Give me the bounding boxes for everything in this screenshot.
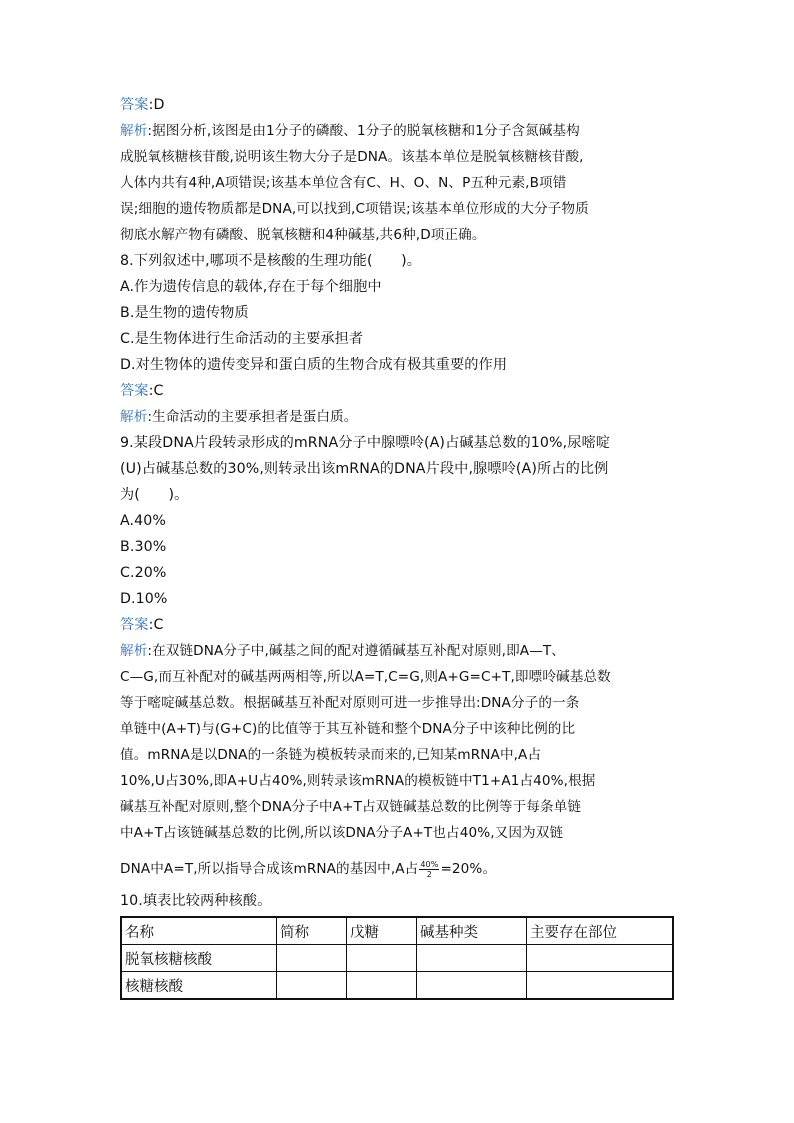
table-cell[interactable] bbox=[347, 945, 417, 972]
q8-option: B.是生物的遗传物质 bbox=[120, 305, 249, 321]
table-cell[interactable] bbox=[277, 945, 347, 972]
table-cell[interactable] bbox=[527, 945, 674, 972]
q9-analysis-line: 中A+T占该链碱基总数的比例,所以该DNA分子A+T也占40%,又因为双链 bbox=[120, 825, 564, 841]
table-header-cell: 碱基种类 bbox=[417, 917, 527, 945]
answer-label: 答案 bbox=[120, 383, 149, 399]
analysis-label: 解析 bbox=[120, 409, 148, 425]
table-cell[interactable] bbox=[277, 972, 347, 1000]
q9-stem-line: 9.某段DNA片段转录形成的mRNA分子中腺嘌呤(A)占碱基总数的10%,尿嘧啶 bbox=[120, 435, 611, 451]
table-cell[interactable] bbox=[527, 972, 674, 1000]
q7-analysis-line: 人体内共有4种,A项错误;该基本单位含有C、H、O、N、P五种元素,B项错 bbox=[120, 175, 567, 191]
q9-analysis-line: C—G,而互补配对的碱基两两相等,所以A=T,C=G,则A+G=C+T,即嘌呤碱基总数 bbox=[120, 669, 611, 685]
analysis-label: 解析 bbox=[120, 123, 148, 139]
analysis-label: 解析 bbox=[120, 643, 148, 659]
q9-analysis-line: 单链中(A+T)与(G+C)的比值等于其互补链和整个DNA分子中该种比例的比 bbox=[120, 721, 576, 737]
table-header-cell: 简称 bbox=[277, 917, 347, 945]
answer-label: 答案 bbox=[120, 97, 149, 113]
q10-stem: 10.填表比较两种核酸。 bbox=[120, 893, 272, 909]
q8-option: C.是生物体进行生命活动的主要承担者 bbox=[120, 331, 364, 347]
table-cell: 核糖核酸 bbox=[121, 972, 277, 1000]
table-cell[interactable] bbox=[347, 972, 417, 1000]
document-page bbox=[120, 92, 680, 1000]
answer-value: :C bbox=[148, 383, 164, 399]
answer-label: 答案 bbox=[120, 617, 149, 633]
nucleic-acid-table bbox=[120, 916, 674, 1000]
answer-value: :C bbox=[148, 617, 164, 633]
q9-option: B.30% bbox=[120, 539, 167, 555]
q9-stem-line: 为( )。 bbox=[120, 487, 189, 503]
q9-option: C.20% bbox=[120, 565, 167, 581]
q7-analysis-line: 误;细胞的遗传物质都是DNA,可以找到,C项错误;该基本单位形成的大分子物质 bbox=[120, 201, 589, 217]
table-header-cell: 戊糖 bbox=[347, 917, 417, 945]
q8-stem: 8.下列叙述中,哪项不是核酸的生理功能( )。 bbox=[120, 253, 422, 269]
q8-option: D.对生物体的遗传变异和蛋白质的生物合成有极其重要的作用 bbox=[120, 357, 508, 373]
table-header-cell: 主要存在部位 bbox=[527, 917, 674, 945]
q9-option: A.40% bbox=[120, 513, 166, 529]
q9-analysis-line: 10%,U占30%,即A+U占40%,则转录该mRNA的模板链中T1+A1占40%,根据 bbox=[120, 773, 596, 789]
q9-analysis-last-line: DNA中A=T,所以指导合成该mRNA的基因中,A占 $\frac{40\%}{2}$ =20%。 bbox=[120, 859, 497, 879]
q8-option: A.作为遗传信息的载体,存在于每个细胞中 bbox=[120, 279, 382, 295]
q9-analysis-line: 等于嘧啶碱基总数。根据碱基互补配对原则可进一步推导出:DNA分子的一条 bbox=[120, 695, 580, 711]
q9-analysis-line: 解析:在双链DNA分子中,碱基之间的配对遵循碱基互补配对原则,即A—T、 bbox=[120, 643, 565, 659]
table-cell[interactable] bbox=[417, 972, 527, 1000]
table-row bbox=[121, 972, 673, 1000]
q9-option: D.10% bbox=[120, 591, 168, 607]
q9-answer bbox=[120, 612, 680, 638]
fraction bbox=[419, 860, 439, 879]
table-cell: 脱氧核糖核酸 bbox=[121, 945, 277, 972]
fraction-numerator: 40% bbox=[420, 859, 439, 869]
table-row bbox=[121, 945, 673, 972]
table-header-cell: 名称 bbox=[121, 917, 277, 945]
q7-analysis-line: 彻底水解产物有磷酸、脱氧核糖和4种碱基,共6种,D项正确。 bbox=[120, 227, 486, 243]
q7-analysis-line: 解析:据图分析,该图是由1分子的磷酸、1分子的脱氧核糖和1分子含氮碱基构 bbox=[120, 123, 580, 139]
table-cell[interactable] bbox=[417, 945, 527, 972]
q8-analysis: 解析:生命活动的主要承担者是蛋白质。 bbox=[120, 409, 358, 425]
answer-value: :D bbox=[148, 97, 165, 113]
q9-stem-line: (U)占碱基总数的30%,则转录出该mRNA的DNA片段中,腺嘌呤(A)所占的比例 bbox=[120, 461, 609, 477]
table-header-row bbox=[121, 917, 673, 945]
fraction-denominator: 2 bbox=[426, 869, 432, 879]
q7-analysis-line: 成脱氧核糖核苷酸,说明该生物大分子是DNA。该基本单位是脱氧核糖核苷酸, bbox=[120, 149, 584, 165]
q9-analysis-line: 值。mRNA是以DNA的一条链为模板转录而来的,已知某mRNA中,A占 bbox=[120, 747, 542, 763]
q7-answer bbox=[120, 92, 680, 118]
q9-analysis-line: 碱基互补配对原则,整个DNA分子中A+T占双链碱基总数的比例等于每条单链 bbox=[120, 799, 582, 815]
q8-answer bbox=[120, 378, 680, 404]
